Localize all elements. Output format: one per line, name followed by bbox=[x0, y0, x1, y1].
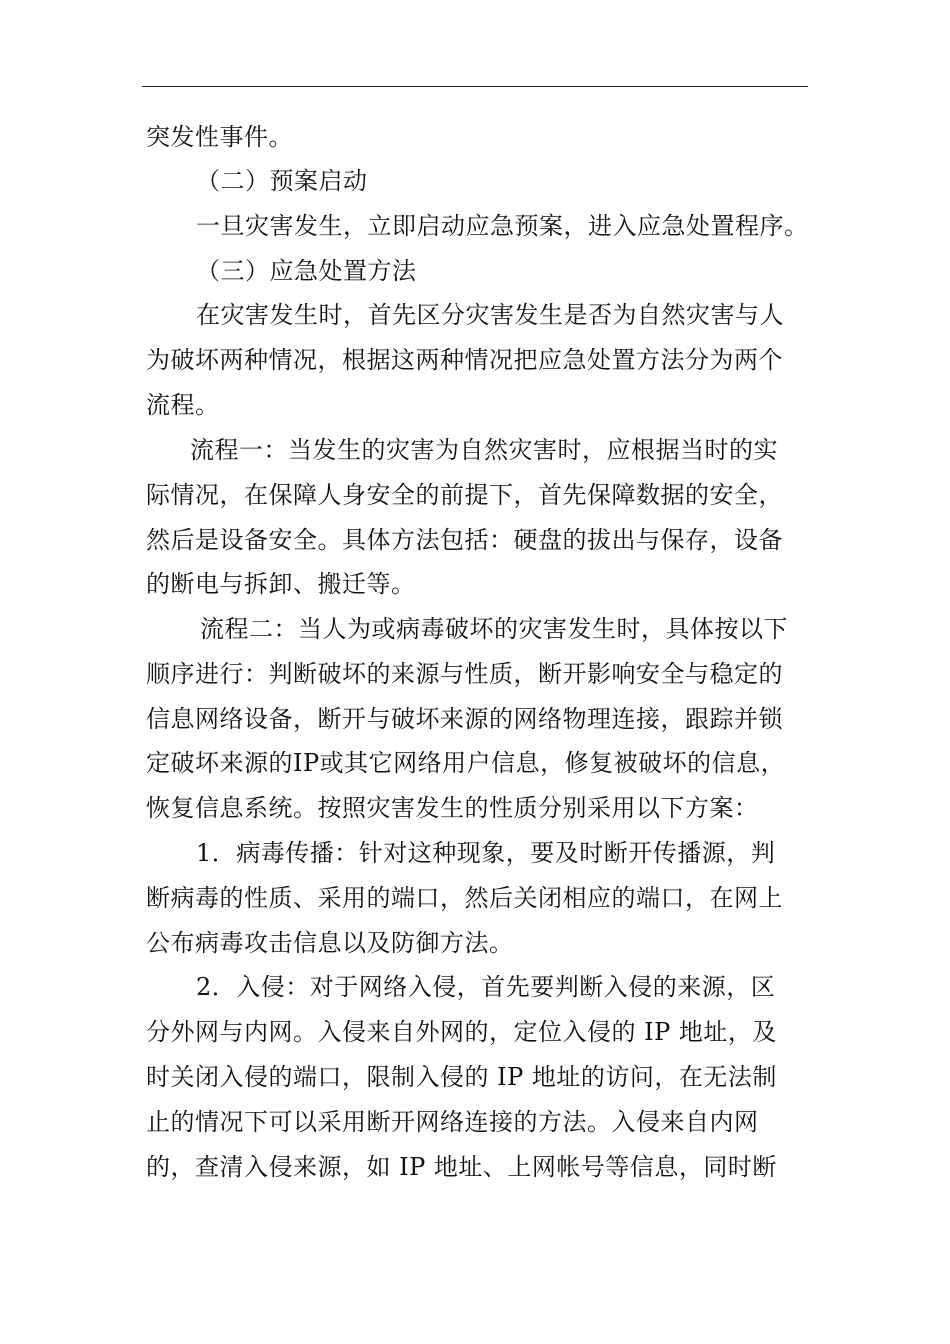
text-line: 突发性事件。 bbox=[146, 123, 293, 151]
text-line: 流程二：当人为或病毒破坏的灾害发生时，具体按以下 bbox=[200, 615, 788, 643]
section-heading: （三）应急处置方法 bbox=[196, 257, 417, 285]
text-line: 公布病毒攻击信息以及防御方法。 bbox=[146, 929, 514, 957]
text-line: 分外网与内网。入侵来自外网的，定位入侵的 IP 地址，及 bbox=[146, 1018, 777, 1046]
header-divider bbox=[142, 86, 808, 87]
list-item-line: 2．入侵：对于网络入侵，首先要判断入侵的来源，区 bbox=[196, 973, 776, 1001]
text-line: 为破坏两种情况，根据这两种情况把应急处置方法分为两个 bbox=[146, 346, 783, 374]
section-heading: （二）预案启动 bbox=[196, 167, 368, 195]
text-line: 一旦灾害发生，立即启动应急预案，进入应急处置程序。 bbox=[196, 212, 809, 240]
text-line: 流程一：当发生的灾害为自然灾害时，应根据当时的实 bbox=[190, 436, 778, 464]
text-line: 顺序进行：判断破坏的来源与性质，断开影响安全与稳定的 bbox=[146, 660, 783, 688]
text-line: 在灾害发生时，首先区分灾害发生是否为自然灾害与人 bbox=[196, 301, 784, 329]
text-line: 际情况，在保障人身安全的前提下，首先保障数据的安全， bbox=[146, 481, 783, 509]
text-line: 时关闭入侵的端口，限制入侵的 IP 地址的访问，在无法制 bbox=[146, 1063, 777, 1091]
text-line: 的断电与拆卸、搬迁等。 bbox=[146, 570, 416, 598]
text-line: 然后是设备安全。具体方法包括：硬盘的拔出与保存，设备 bbox=[146, 526, 783, 554]
text-line: 定破坏来源的IP或其它网络用户信息，修复被破坏的信息， bbox=[146, 749, 786, 777]
text-line: 信息网络设备，断开与破坏来源的网络物理连接，跟踪并锁 bbox=[146, 705, 783, 733]
text-line: 流程。 bbox=[146, 391, 220, 419]
text-line: 断病毒的性质、采用的端口，然后关闭相应的端口，在网上 bbox=[146, 884, 783, 912]
text-line: 恢复信息系统。按照灾害发生的性质分别采用以下方案： bbox=[146, 794, 759, 822]
text-line: 的，查清入侵来源，如 IP 地址、上网帐号等信息，同时断 bbox=[146, 1153, 777, 1181]
text-line: 止的情况下可以采用断开网络连接的方法。入侵来自内网 bbox=[146, 1108, 759, 1136]
list-item-line: 1．病毒传播：针对这种现象，要及时断开传播源，判 bbox=[196, 839, 776, 867]
